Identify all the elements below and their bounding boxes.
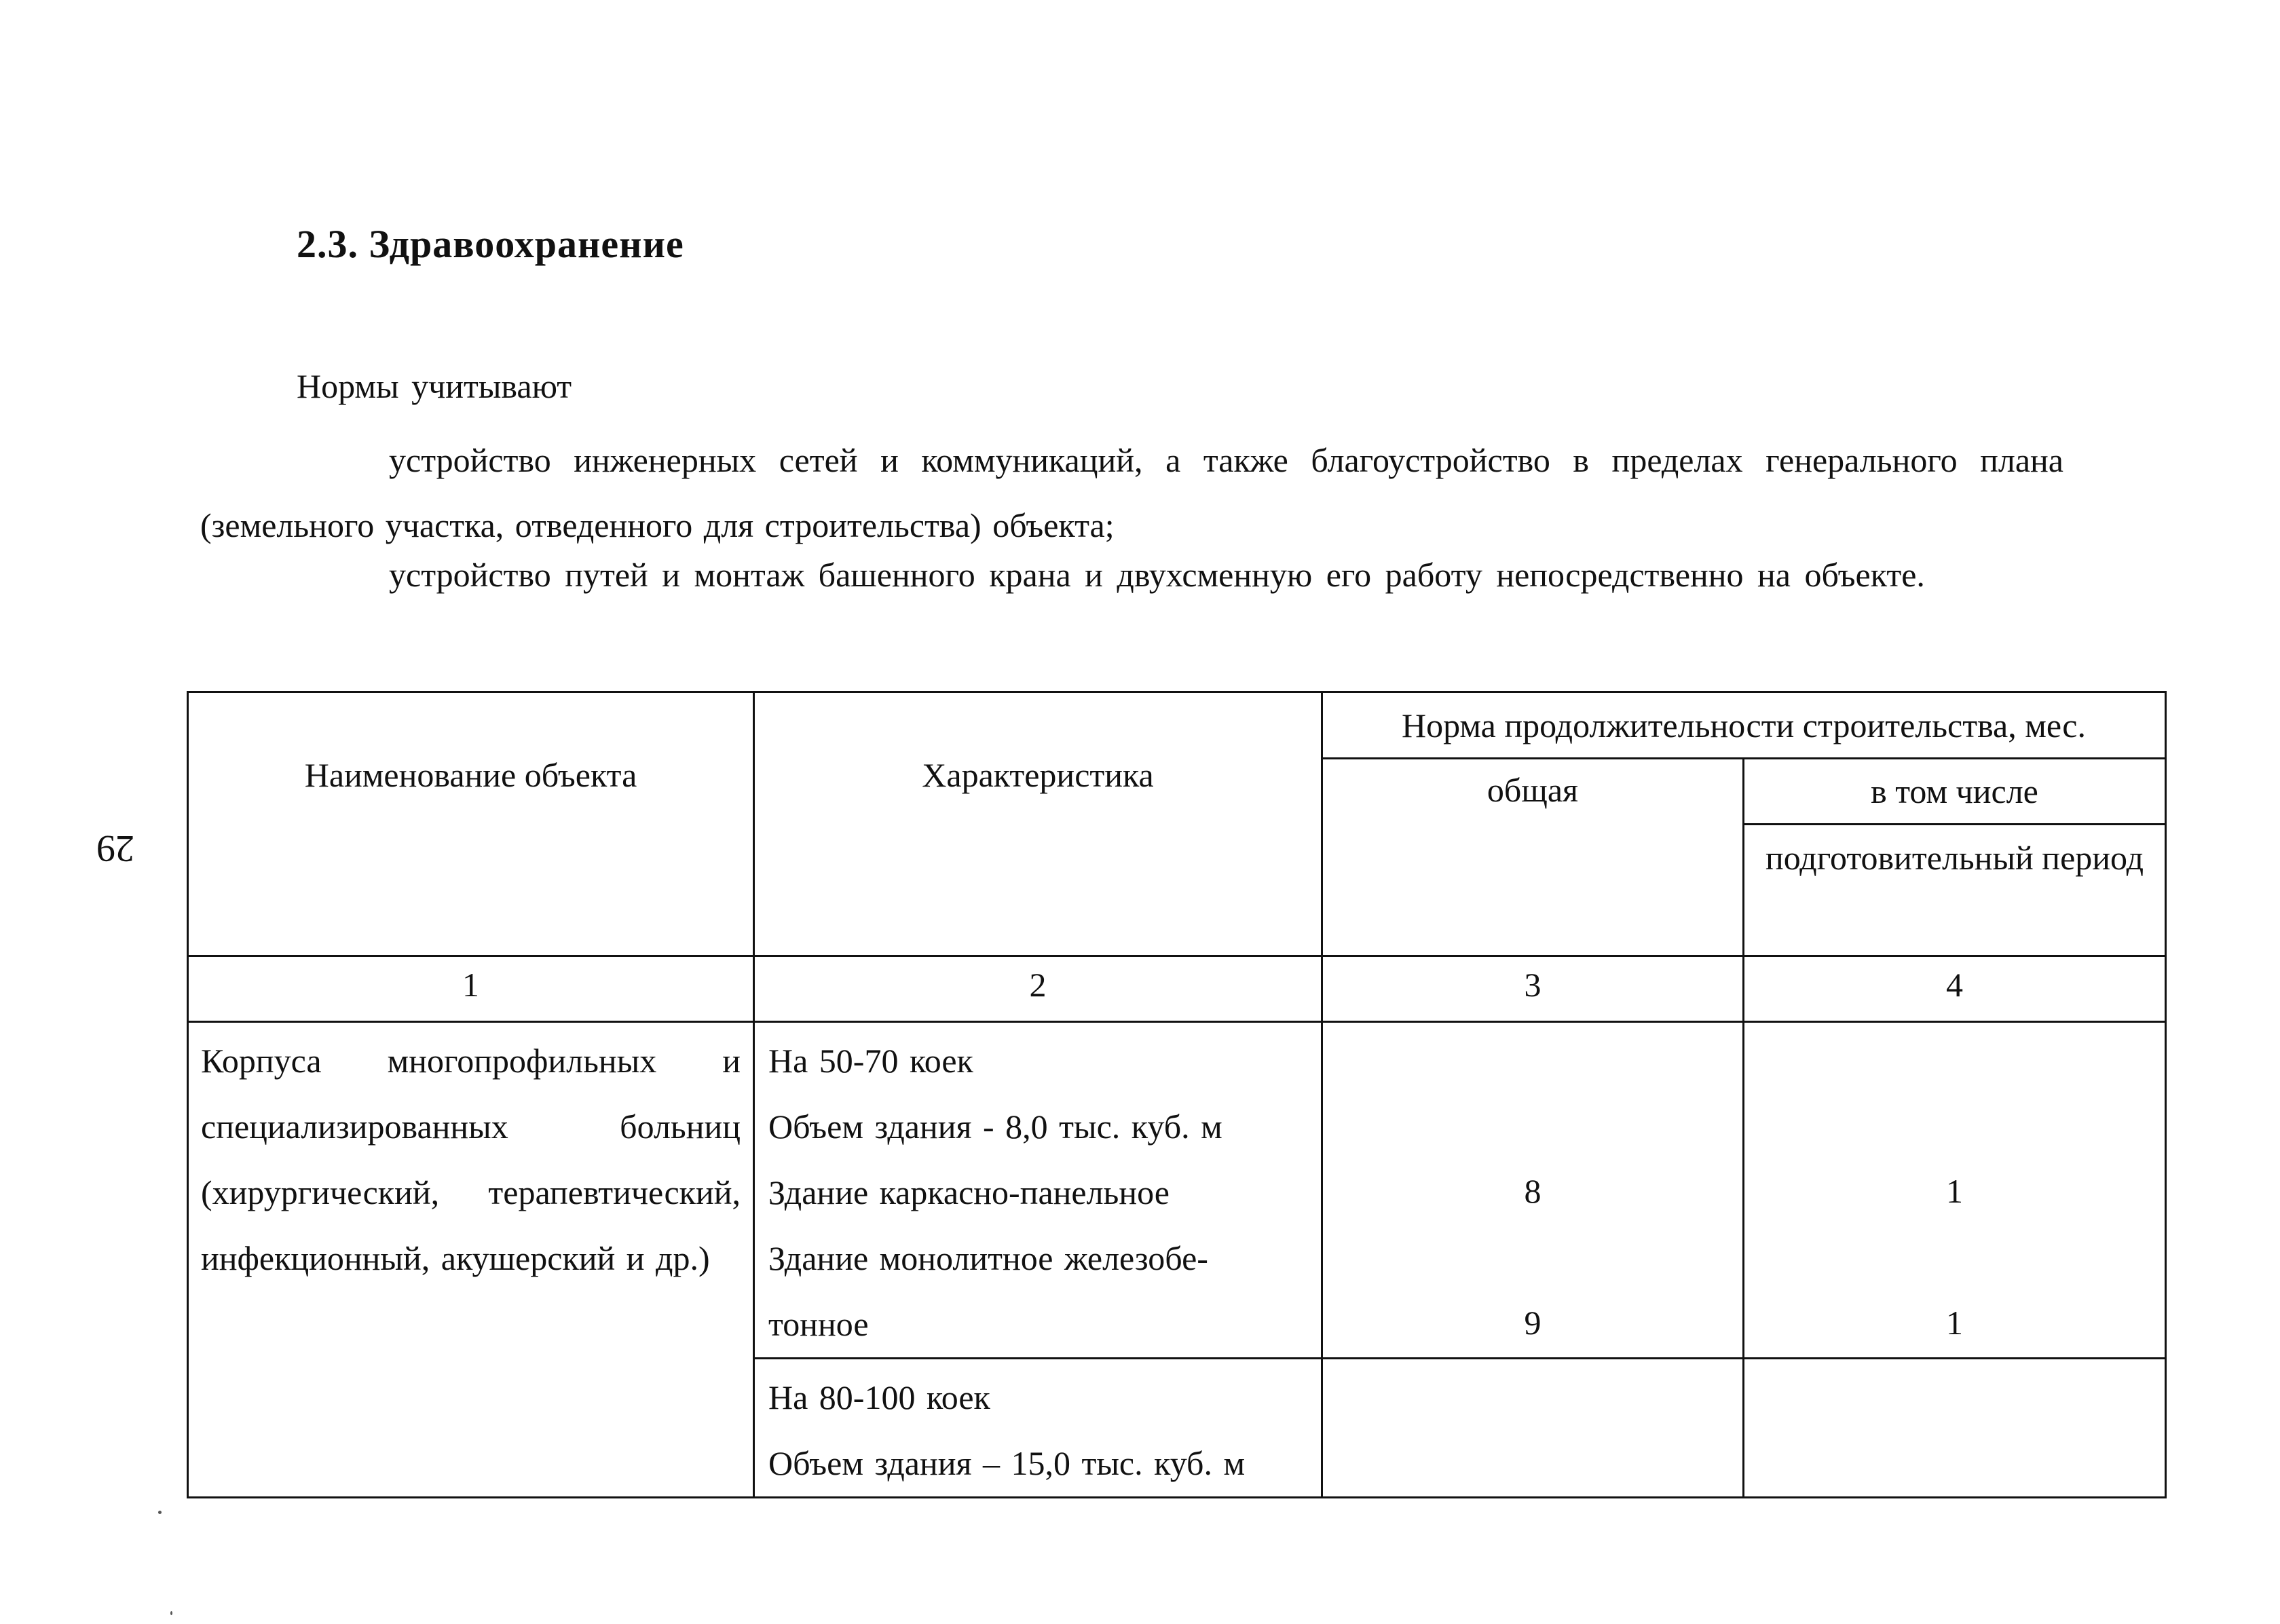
characteristic-line: На 50-70 коек: [768, 1042, 973, 1080]
header-object-name: Наименование объекта: [188, 692, 754, 956]
preparatory-duration-cell-empty: [1744, 1359, 2166, 1498]
characteristic-line: Объем здания - 8,0 тыс. куб. м: [768, 1108, 1222, 1146]
section-title: 2.3. Здравоохранение: [297, 222, 684, 266]
intro-text: Нормы учитывают: [297, 367, 572, 405]
characteristic-line: На 80-100 коек: [768, 1378, 990, 1416]
characteristic-line: Здание монолитное железобе-: [768, 1239, 1208, 1277]
column-number: 2: [754, 956, 1322, 1022]
characteristic-line: тонное: [768, 1305, 869, 1343]
object-name-cell: Корпуса многопрофильных и специализированных больниц (хирургический, терапевтический, инфекционный, акушерский и др.): [188, 1022, 754, 1498]
scan-speck: [170, 1611, 172, 1615]
total-duration-cell: [1322, 1022, 1744, 1359]
total-value: 9: [1524, 1304, 1541, 1342]
value-spacer: [1744, 1224, 2165, 1290]
paragraph-utilities: устройство инженерных сетей и коммуникаций, а также благоустройство в пределах генерального плана (земельного участка, отведенного для строительства) объекта;: [200, 441, 2063, 544]
scan-speck: [158, 1511, 162, 1514]
paragraph-crane: устройство путей и монтаж башенного крана и двухсменную его работу непосредственно на объекте.: [389, 556, 1925, 594]
preparatory-duration-cell: [1744, 1022, 2166, 1359]
characteristic-cell: [754, 1359, 1322, 1498]
header-including: в том числе: [1744, 759, 2166, 825]
characteristic-line: Здание каркасно-панельное: [768, 1173, 1170, 1211]
construction-norms-table: [187, 691, 2167, 1498]
characteristic-line: Объем здания – 15,0 тыс. куб. м: [768, 1444, 1246, 1482]
preparatory-value: 1: [1946, 1172, 1963, 1210]
header-duration-norm: Норма продолжительности строительства, мес.: [1322, 692, 2166, 759]
total-duration-cell-empty: [1322, 1359, 1744, 1498]
page-number: 29: [96, 827, 134, 869]
preparatory-value: 1: [1946, 1304, 1963, 1342]
column-number: 1: [188, 956, 754, 1022]
value-spacer: [1323, 1224, 1742, 1290]
total-value: 8: [1524, 1172, 1541, 1210]
characteristic-cell: [754, 1022, 1322, 1359]
column-number: 3: [1322, 956, 1744, 1022]
header-characteristic: Характеристика: [754, 692, 1322, 956]
header-total: общая: [1322, 759, 1744, 956]
header-preparatory-period: подготовительный период: [1744, 825, 2166, 956]
column-number: 4: [1744, 956, 2166, 1022]
